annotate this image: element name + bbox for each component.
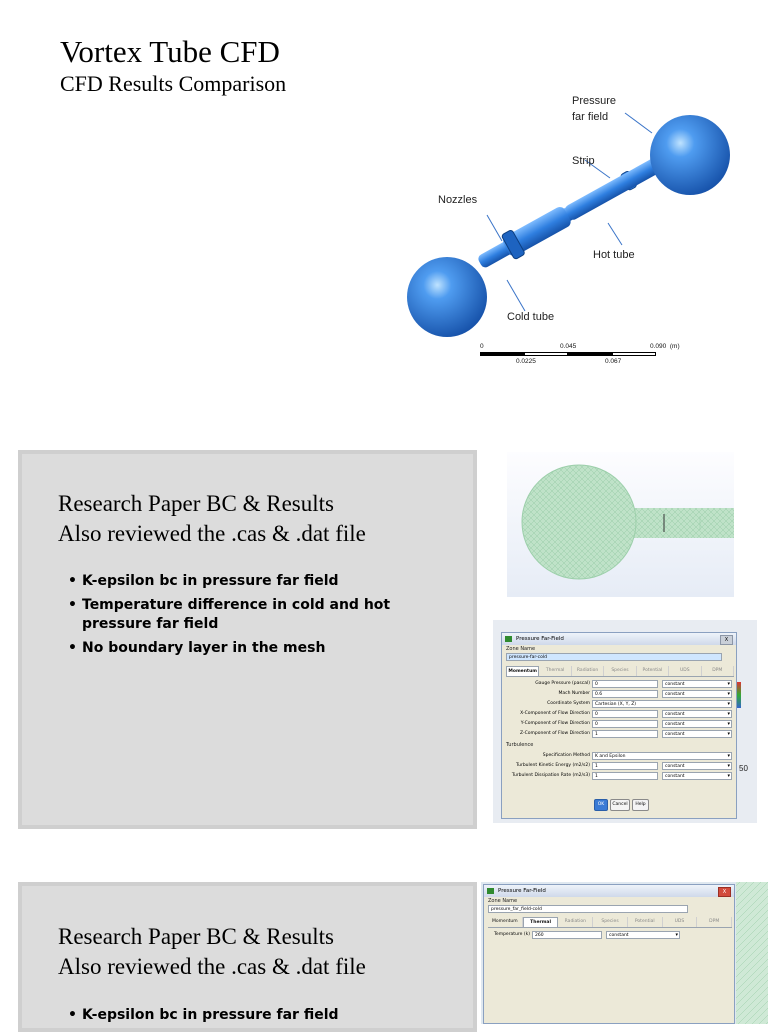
mach-number-input[interactable]: 0.6: [592, 690, 658, 698]
page-subtitle: CFD Results Comparison: [60, 71, 287, 96]
pressure-far-field-dialog-2: [483, 884, 735, 1024]
vortex-tube-model-image: [400, 85, 740, 375]
tab-uds[interactable]: UDS: [663, 917, 698, 927]
gauge-pressure-input[interactable]: 0: [592, 680, 658, 688]
x-flow-direction-method-select[interactable]: constant ▾: [662, 710, 732, 718]
mesh-view-image: [507, 452, 734, 597]
ok-button[interactable]: OK: [594, 799, 608, 811]
zone-name-label: Zone Name: [506, 646, 536, 652]
dialog2-window-title: Pressure Far-Field: [498, 888, 546, 894]
slide2-bullet-list: [66, 1006, 406, 1030]
pressure-label-line1: Pressure: [572, 95, 617, 107]
far-field-label-line2: far field: [572, 111, 609, 123]
temperature-method-select[interactable]: constant ▾: [606, 931, 680, 939]
dialog1-title-bar: [502, 633, 736, 645]
turbulent-kinetic-energy-label: Turbulent Kinetic Energy (m2/s2): [516, 763, 590, 768]
slide2-title-line1: Research Paper BC & Results: [58, 924, 334, 949]
scale-segment-3: [568, 352, 612, 356]
pressure-far-field-label: [572, 93, 616, 125]
dialog1-tab-bar: [506, 666, 734, 677]
slide2-title: [58, 922, 366, 982]
turbulent-kinetic-energy-method-select[interactable]: constant ▾: [662, 762, 732, 770]
zone-name-field[interactable]: pressure-far-cold: [506, 653, 722, 661]
tab-thermal[interactable]: Thermal: [523, 917, 559, 927]
scale-tick-0: 0: [480, 343, 484, 350]
slide2-title-line2: Also reviewed the .cas & .dat file: [58, 954, 366, 979]
mach-number-method-select[interactable]: constant ▾: [662, 690, 732, 698]
tab-potential[interactable]: Potential: [628, 917, 663, 927]
mach-number-label: Mach Number: [558, 691, 590, 696]
help-button[interactable]: Help: [632, 799, 649, 811]
slide-panel-2: [18, 882, 477, 1032]
x-flow-direction-label: X-Component of Flow Direction: [520, 711, 590, 716]
y-flow-direction-label: Y-Component of Flow Direction: [520, 721, 590, 726]
bullet-item: • K-epsilon bc in pressure far field: [66, 1006, 406, 1025]
turbulence-section-label: Turbulence: [506, 742, 534, 748]
z-flow-direction-label: Z-Component of Flow Direction: [520, 731, 590, 736]
strip-label: Strip: [572, 155, 595, 167]
zone-name-field[interactable]: pressure_far_field-cold: [488, 905, 688, 913]
slide1-title-line2: Also reviewed the .cas & .dat file: [58, 521, 366, 546]
zone-name-label: Zone Name: [488, 898, 518, 904]
dialog2-title-bar: [484, 885, 734, 897]
mesh-image: [507, 452, 734, 597]
tab-radiation[interactable]: Radiation: [558, 917, 593, 927]
x-flow-direction-input[interactable]: 0: [592, 710, 658, 718]
tab-species[interactable]: Species: [604, 666, 636, 676]
z-flow-direction-input[interactable]: 1: [592, 730, 658, 738]
z-flow-direction-method-select[interactable]: constant ▾: [662, 730, 732, 738]
bullet-item: • No boundary layer in the mesh: [66, 639, 406, 658]
dialog1-window-title: Pressure Far-Field: [516, 636, 564, 642]
tab-momentum[interactable]: Momentum: [506, 666, 539, 676]
slide1-title: [58, 489, 366, 549]
cancel-button[interactable]: Cancel: [610, 799, 630, 811]
fluent-app-icon: [487, 888, 494, 894]
y-flow-direction-input[interactable]: 0: [592, 720, 658, 728]
scale-tick-0067: 0.067: [605, 358, 622, 365]
hot-tube-label: Hot tube: [593, 249, 635, 261]
scale-tick-0090: 0.090 (m): [650, 343, 680, 350]
slide-panel-1: [18, 450, 477, 829]
specification-method-select[interactable]: K and Epsilon ▾: [592, 752, 732, 760]
gauge-pressure-method-select[interactable]: constant ▾: [662, 680, 732, 688]
dialog2-tab-bar: [488, 917, 732, 928]
tab-uds[interactable]: UDS: [669, 666, 701, 676]
tab-dpm[interactable]: DPM: [697, 917, 732, 927]
scale-segment-2: [524, 352, 568, 356]
tab-thermal[interactable]: Thermal: [539, 666, 571, 676]
y-flow-direction-method-select[interactable]: constant ▾: [662, 720, 732, 728]
cold-tube-label: Cold tube: [507, 311, 555, 323]
turbulent-dissipation-rate-input[interactable]: 1: [592, 772, 658, 780]
bullet-item: • Temperature difference in cold and hot pressure far field: [66, 596, 406, 634]
close-button[interactable]: X: [718, 887, 731, 897]
tab-potential[interactable]: Potential: [637, 666, 669, 676]
scale-segment-4: [612, 352, 656, 356]
fluent-app-icon: [505, 636, 512, 642]
coordinate-system-select[interactable]: Cartesian (X, Y, Z) ▾: [592, 700, 732, 708]
temperature-input[interactable]: 260: [532, 931, 602, 939]
slide1-title-line1: Research Paper BC & Results: [58, 491, 334, 516]
page-title: Vortex Tube CFD: [60, 34, 280, 69]
specification-method-label: Specification Method: [542, 753, 590, 758]
turbulent-dissipation-rate-method-select[interactable]: constant ▾: [662, 772, 732, 780]
temperature-label: Temperature (k): [493, 932, 530, 937]
tab-radiation[interactable]: Radiation: [572, 666, 604, 676]
coordinate-system-label: Coordinate System: [547, 701, 590, 706]
scale-segment-1: [480, 352, 524, 356]
scale-bar: [480, 343, 680, 371]
pressure-far-field-dialog-1: [501, 632, 737, 819]
tab-species[interactable]: Species: [593, 917, 628, 927]
gauge-pressure-label: Gauge Pressure (pascal): [535, 681, 590, 686]
scale-tick-0045: 0.045: [560, 343, 577, 350]
vortex-tube-geometry-figure: [400, 85, 740, 375]
turbulent-dissipation-rate-label: Turbulent Dissipation Rate (m2/s3): [511, 773, 590, 778]
turbulent-kinetic-energy-input[interactable]: 1: [592, 762, 658, 770]
bullet-item: • K-epsilon bc in pressure far field: [66, 572, 406, 591]
close-button[interactable]: X: [720, 635, 733, 645]
slide1-bullet-list: [66, 572, 406, 663]
tab-momentum[interactable]: Momentum: [488, 917, 523, 927]
tab-dpm[interactable]: DPM: [702, 666, 734, 676]
nozzles-label: Nozzles: [438, 194, 478, 206]
legend-value-label: 50: [739, 764, 748, 773]
scale-tick-00225: 0.0225: [516, 358, 536, 365]
